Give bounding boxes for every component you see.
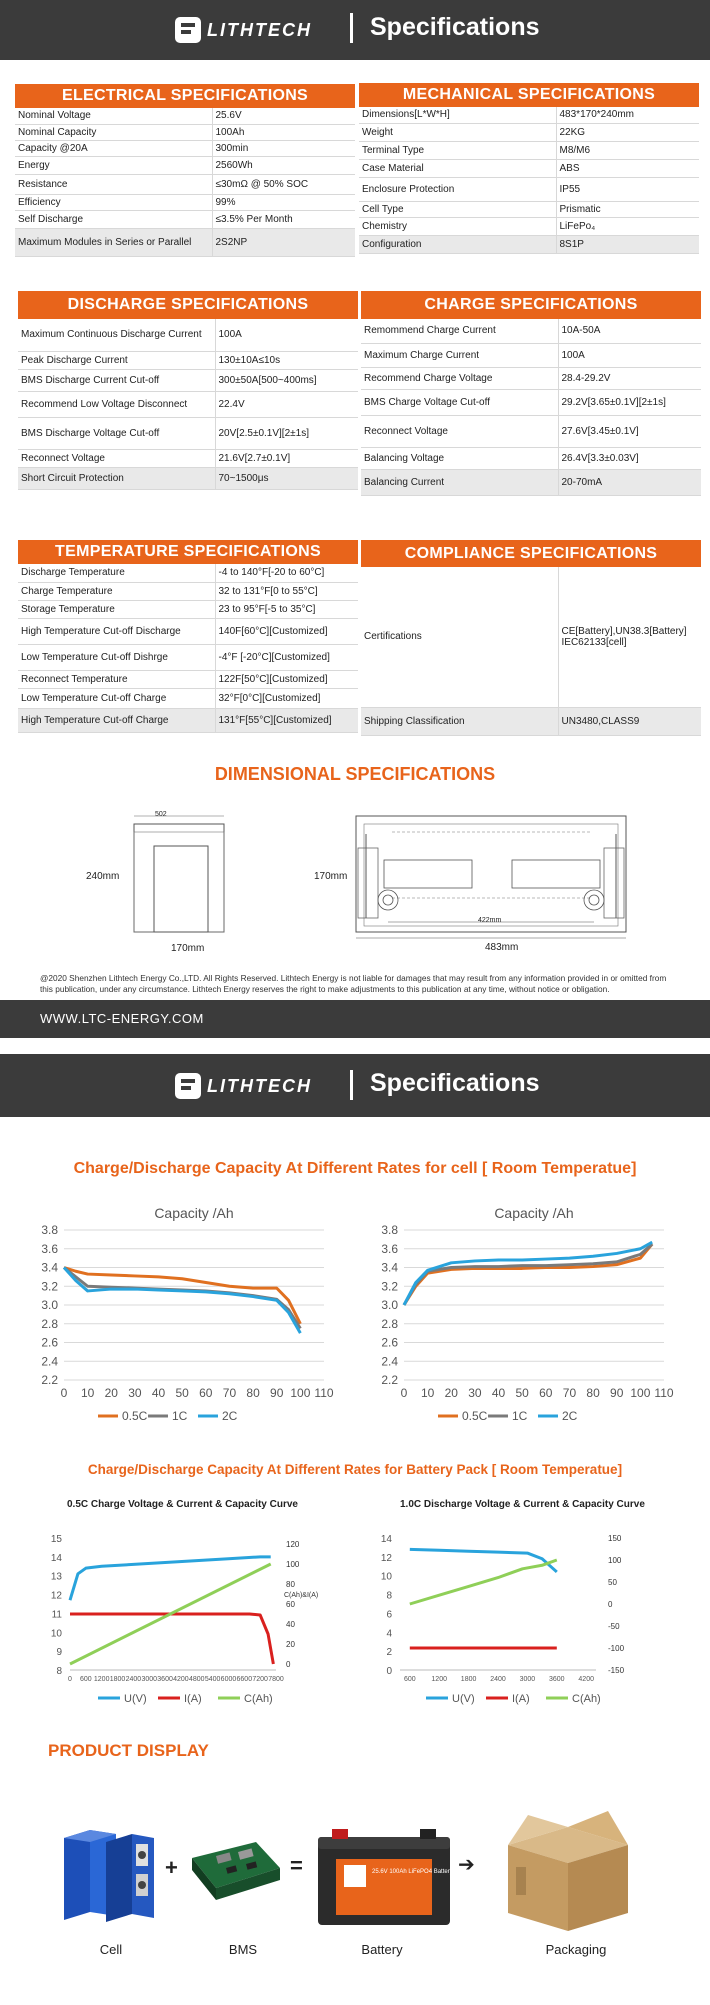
x-tick-label: 30 [128, 1386, 142, 1400]
y-right-tick-label: 120 [286, 1540, 300, 1549]
spec-value: 22KG [556, 123, 699, 141]
header-divider-2 [350, 1070, 353, 1100]
spec-value: 100A [558, 343, 701, 367]
spec-key: High Temperature Cut-off Discharge [18, 618, 215, 644]
y-tick-label: 3.0 [381, 1298, 398, 1312]
x-tick-label: 600 [80, 1676, 92, 1683]
discharge-title: DISCHARGE SPECIFICATIONS [18, 291, 358, 319]
x-tick-label: 30 [468, 1386, 482, 1400]
y-tick-label: 2.2 [381, 1373, 398, 1387]
y-right-tick-label: 20 [286, 1640, 295, 1649]
x-tick-label: 4200 [578, 1676, 594, 1683]
product-label-packaging: Packaging [545, 1942, 607, 1957]
y-tick-label: 2.6 [381, 1335, 398, 1350]
series-line-2C [404, 1242, 652, 1305]
spec-value: 2560Wh [212, 156, 355, 174]
x-tick-label: 1800 [460, 1676, 477, 1683]
spec-row [18, 369, 358, 391]
x-tick-label: 60 [199, 1386, 213, 1400]
front-height-label: 170mm [314, 871, 348, 882]
y-right-tick-label: -150 [608, 1666, 625, 1675]
website-bar [0, 1000, 710, 1038]
y-tick-label: 2.6 [41, 1335, 58, 1350]
x-tick-label: 90 [270, 1386, 284, 1400]
y-tick-label: 2.4 [41, 1354, 58, 1369]
y-tick-label: 3.8 [41, 1223, 58, 1237]
x-tick-label: 6000 [220, 1676, 237, 1683]
y-left-tick-label: 4 [386, 1628, 392, 1640]
spec-row [18, 644, 358, 670]
y-tick-label: 2.4 [381, 1354, 398, 1369]
spec-row [361, 415, 701, 447]
product-label-cell: Cell [99, 1942, 123, 1957]
spec-value: 99% [212, 194, 355, 210]
spec-key: Short Circuit Protection [18, 467, 215, 489]
header-divider [350, 13, 353, 43]
spec-row [15, 156, 355, 174]
top-dimension-label: 502 [155, 811, 167, 818]
spec-value: 29.2V[3.65±0.1V][2±1s] [558, 389, 701, 415]
charge-table [361, 319, 701, 496]
spec-value: 32°F[0°C][Customized] [215, 688, 358, 708]
y-tick-label: 2.8 [381, 1316, 398, 1331]
product-label-bms: BMS [228, 1942, 258, 1957]
compliance-specifications [361, 540, 701, 736]
spec-value: 122F[50°C][Customized] [215, 670, 358, 688]
brand-logo-2 [175, 1072, 312, 1100]
chart-title: Capacity /Ah [154, 1205, 234, 1221]
spec-key: Recommend Charge Voltage [361, 367, 558, 389]
spec-key: Shipping Classification [361, 707, 558, 735]
spec-key: Capacity @20A [15, 140, 212, 156]
spec-row [359, 123, 699, 141]
page-title: Specifications [370, 13, 540, 41]
x-tick-label: 100 [290, 1386, 311, 1400]
spec-key: Maximum Continuous Discharge Current [18, 319, 215, 351]
y-left-tick-label: 8 [386, 1590, 392, 1602]
y-right-tick-label: 100 [286, 1560, 300, 1569]
top-header-bar [0, 0, 710, 60]
x-tick-label: 110 [654, 1386, 674, 1400]
right-axis-label: C(Ah)&I(A) [284, 1592, 319, 1599]
x-tick-label: 1200 [93, 1676, 110, 1683]
discharge-curve-title: 1.0C Discharge Voltage & Current & Capacity Curve [400, 1499, 645, 1510]
logo-text: LITHTECH [207, 19, 312, 40]
spec-row [359, 201, 699, 217]
spec-key: Nominal Voltage [15, 108, 212, 124]
spec-key: Balancing Current [361, 469, 558, 495]
spec-key: Reconnect Temperature [18, 670, 215, 688]
spec-value: 300min [212, 140, 355, 156]
x-tick-label: 0 [400, 1386, 408, 1400]
x-tick-label: 40 [491, 1386, 506, 1400]
bms-image [186, 1828, 286, 1918]
cell-capacity-title: Charge/Discharge Capacity At Different Rates for cell [ Room Temperatue] [73, 1160, 637, 1177]
spec-value: 100A [215, 319, 358, 351]
spec-value: 20V[2.5±0.1V][2±1s] [215, 417, 358, 449]
dimensional-title: DIMENSIONAL SPECIFICATIONS [214, 764, 496, 784]
spec-key: Certifications [361, 567, 558, 707]
spec-row [18, 391, 358, 417]
y-tick-label: 3.6 [41, 1241, 58, 1256]
spec-row [15, 108, 355, 124]
y-right-tick-label: -50 [608, 1622, 620, 1631]
x-tick-label: 4200 [173, 1676, 189, 1683]
spec-key: Charge Temperature [18, 582, 215, 600]
series-line-I(A) [70, 1614, 273, 1664]
spec-row [361, 389, 701, 415]
spec-key: Reconnect Voltage [18, 449, 215, 467]
x-tick-label: 3000 [519, 1676, 536, 1683]
spec-value: 10A-50A [558, 319, 701, 343]
x-tick-label: 80 [586, 1386, 600, 1400]
cell-image [50, 1820, 160, 1930]
y-right-tick-label: -100 [608, 1644, 625, 1653]
legend-label: 2C [222, 1409, 238, 1423]
x-tick-label: 100 [630, 1386, 651, 1400]
brand-logo [175, 16, 312, 44]
y-left-tick-label: 9 [56, 1647, 62, 1659]
y-right-tick-label: 40 [286, 1620, 295, 1629]
legend-label: I(A) [184, 1693, 202, 1705]
spec-key: Balancing Voltage [361, 447, 558, 469]
x-tick-label: 2400 [125, 1676, 142, 1683]
spec-row [359, 177, 699, 201]
x-tick-label: 0 [60, 1386, 68, 1400]
charge-specifications [361, 291, 701, 496]
legend-label: U(V) [124, 1693, 147, 1705]
spec-value: CE[Battery],UN38.3[Battery] IEC62133[cell] [558, 567, 701, 707]
front-view-drawing [352, 812, 638, 944]
compliance-table [361, 567, 701, 736]
logo-mark-icon [175, 1073, 201, 1099]
spec-value: 100Ah [212, 124, 355, 140]
spec-row [18, 600, 358, 618]
spec-value: M8/M6 [556, 141, 699, 159]
y-left-tick-label: 12 [380, 1552, 392, 1564]
cell-charge-chart [368, 1200, 688, 1430]
legend-label: 0.5C [122, 1409, 148, 1423]
y-left-tick-label: 8 [56, 1666, 62, 1677]
spec-value: ABS [556, 159, 699, 177]
spec-row [359, 141, 699, 159]
spec-row [15, 140, 355, 156]
compliance-title: COMPLIANCE SPECIFICATIONS [361, 540, 701, 567]
x-tick-label: 7800 [268, 1676, 284, 1683]
discharge-table [18, 319, 358, 490]
legend-label: C(Ah) [572, 1693, 601, 1705]
x-tick-label: 10 [80, 1386, 95, 1400]
side-width-label: 170mm [171, 943, 205, 954]
spec-key: Remommend Charge Current [361, 319, 558, 343]
spec-value: 483*170*240mm [556, 107, 699, 123]
y-tick-label: 3.8 [381, 1223, 398, 1237]
legend-label: I(A) [512, 1693, 530, 1705]
y-right-tick-label: 50 [608, 1578, 617, 1587]
spec-row [361, 447, 701, 469]
battery-label: 25.6V 100Ah LiFePO4 Battery [372, 1869, 453, 1875]
spec-value: 23 to 95°F[-5 to 35°C] [215, 600, 358, 618]
spec-row [359, 159, 699, 177]
legend-label: C(Ah) [244, 1693, 273, 1705]
spec-value: 131°F[55°C][Customized] [215, 708, 358, 732]
cell-discharge-chart [28, 1200, 348, 1430]
spec-key: Weight [359, 123, 556, 141]
spec-row [361, 567, 701, 707]
spec-row [18, 688, 358, 708]
mechanical-title: MECHANICAL SPECIFICATIONS [359, 83, 699, 107]
spec-row [15, 124, 355, 140]
x-tick-label: 6600 [236, 1676, 253, 1683]
y-tick-label: 2.2 [41, 1373, 58, 1387]
arrow-icon: ➔ [458, 1854, 475, 1876]
temperature-specifications [18, 540, 358, 733]
legend-label: U(V) [452, 1693, 475, 1705]
y-tick-label: 3.4 [381, 1260, 398, 1275]
x-tick-label: 20 [444, 1386, 458, 1400]
spec-row [18, 708, 358, 732]
spec-key: Low Temperature Cut-off Dishrge [18, 644, 215, 670]
spec-value: 28.4-29.2V [558, 367, 701, 389]
x-tick-label: 50 [175, 1386, 189, 1400]
temperature-table [18, 564, 358, 733]
y-left-tick-label: 6 [386, 1609, 392, 1621]
discharge-specifications [18, 291, 358, 490]
x-tick-label: 60 [539, 1386, 553, 1400]
spec-row [361, 469, 701, 495]
y-left-tick-label: 13 [50, 1571, 62, 1583]
spec-key: Configuration [359, 235, 556, 253]
product-display-title: PRODUCT DISPLAY [48, 1741, 209, 1760]
front-width-label: 483mm [485, 942, 519, 953]
spec-row [359, 107, 699, 123]
y-left-tick-label: 11 [51, 1609, 62, 1621]
spec-key: Maximum Charge Current [361, 343, 558, 367]
spec-key: Dimensions[L*W*H] [359, 107, 556, 123]
spec-row [15, 228, 355, 256]
x-tick-label: 3000 [141, 1676, 158, 1683]
x-tick-label: 10 [420, 1386, 435, 1400]
spec-value: 140F[60°C][Customized] [215, 618, 358, 644]
spec-key: Discharge Temperature [18, 564, 215, 582]
y-right-tick-label: 0 [286, 1660, 291, 1669]
spec-value: 21.6V[2.7±0.1V] [215, 449, 358, 467]
charge-curve-title: 0.5C Charge Voltage & Current & Capacity Curve [67, 1499, 298, 1510]
spec-row [359, 217, 699, 235]
spec-value: 27.6V[3.45±0.1V] [558, 415, 701, 447]
y-left-tick-label: 10 [50, 1628, 62, 1640]
second-header-bar [0, 1054, 710, 1117]
legend-label: 2C [562, 1409, 578, 1423]
x-tick-label: 110 [314, 1386, 334, 1400]
side-view-drawing [120, 812, 240, 942]
spec-row [18, 449, 358, 467]
pack-discharge-chart [370, 1520, 660, 1710]
spec-value: 32 to 131°F[0 to 55°C] [215, 582, 358, 600]
spec-value: 130±10A≤10s [215, 351, 358, 369]
spec-value: IP55 [556, 177, 699, 201]
plus-sign: + [165, 1855, 178, 1880]
series-line-U(V) [410, 1549, 557, 1572]
x-tick-label: 3600 [549, 1676, 565, 1683]
spec-row [18, 564, 358, 582]
spec-key: Storage Temperature [18, 600, 215, 618]
spec-key: Resistance [15, 174, 212, 194]
spec-row [361, 367, 701, 389]
x-tick-label: 600 [403, 1676, 416, 1683]
y-left-tick-label: 12 [50, 1590, 62, 1602]
spec-row [15, 194, 355, 210]
spec-value: 8S1P [556, 235, 699, 253]
equals-sign: = [290, 1853, 303, 1878]
spec-value: 2S2NP [212, 228, 355, 256]
spec-row [18, 417, 358, 449]
spec-row [18, 467, 358, 489]
y-right-tick-label: 0 [608, 1600, 613, 1609]
x-tick-label: 5400 [204, 1676, 221, 1683]
mechanical-specifications [359, 83, 699, 254]
spec-key: Peak Discharge Current [18, 351, 215, 369]
spec-key: Maximum Modules in Series or Parallel [15, 228, 212, 256]
spec-key: BMS Discharge Voltage Cut-off [18, 417, 215, 449]
y-right-tick-label: 150 [608, 1534, 622, 1543]
spec-row [359, 235, 699, 253]
x-tick-label: 0 [68, 1676, 72, 1683]
y-tick-label: 3.2 [41, 1279, 58, 1294]
spec-value: 22.4V [215, 391, 358, 417]
spec-value: -4 to 140°F[-20 to 60°C] [215, 564, 358, 582]
spec-value: 70~1500μs [215, 467, 358, 489]
x-tick-label: 50 [515, 1386, 529, 1400]
y-tick-label: 3.6 [381, 1241, 398, 1256]
spec-row [361, 343, 701, 367]
spec-value: Prismatic [556, 201, 699, 217]
spec-row [15, 210, 355, 228]
chart-title: Capacity /Ah [494, 1205, 574, 1221]
y-right-tick-label: 60 [286, 1600, 295, 1609]
spec-row [18, 618, 358, 644]
spec-key: Energy [15, 156, 212, 174]
electrical-title: ELECTRICAL SPECIFICATIONS [15, 84, 355, 108]
spec-key: BMS Discharge Current Cut-off [18, 369, 215, 391]
spec-key: Self Discharge [15, 210, 212, 228]
temperature-title: TEMPERATURE SPECIFICATIONS [18, 540, 358, 564]
y-right-tick-label: 80 [286, 1580, 295, 1589]
spec-value: ≤3.5% Per Month [212, 210, 355, 228]
page-title-2: Specifications [370, 1069, 540, 1097]
spec-row [361, 707, 701, 735]
inner-width-label: 422mm [478, 917, 502, 924]
logo-mark-icon [175, 17, 201, 43]
x-tick-label: 80 [246, 1386, 260, 1400]
y-right-tick-label: 100 [608, 1556, 622, 1565]
logo-text-2: LITHTECH [207, 1075, 312, 1096]
y-tick-label: 3.0 [41, 1298, 58, 1312]
product-label-battery: Battery [361, 1942, 403, 1957]
copyright-notice: @2020 Shenzhen Lithtech Energy Co.,LTD. All Rights Reserved. Lithtech Energy is not liable for damages that may result from any information provided in or omitted from this publication, under any circumstance. Lithtech Energy reserves the right to make adjustments to this publication at any time, without notice or obligation. [40, 973, 667, 994]
spec-row [18, 319, 358, 351]
spec-value: ≤30mΩ @ 50% SOC [212, 174, 355, 194]
battery-image [314, 1825, 454, 1930]
spec-key: Terminal Type [359, 141, 556, 159]
spec-row [18, 351, 358, 369]
y-tick-label: 3.2 [381, 1279, 398, 1294]
electrical-table [15, 108, 355, 257]
pack-capacity-title: Charge/Discharge Capacity At Different Rates for Battery Pack [ Room Temperatue] [87, 1462, 623, 1477]
series-line-C(Ah) [410, 1560, 557, 1604]
x-tick-label: 1800 [109, 1676, 126, 1683]
series-line-0.5C [64, 1268, 300, 1324]
spec-key: Enclosure Protection [359, 177, 556, 201]
spec-key: Reconnect Voltage [361, 415, 558, 447]
y-left-tick-label: 10 [380, 1571, 392, 1583]
y-tick-label: 3.4 [41, 1260, 58, 1275]
x-tick-label: 7200 [252, 1676, 268, 1683]
electrical-specifications [15, 84, 355, 257]
y-tick-label: 2.8 [41, 1316, 58, 1331]
y-left-tick-label: 0 [386, 1666, 392, 1677]
spec-row [18, 582, 358, 600]
y-left-tick-label: 14 [50, 1552, 62, 1564]
spec-key: Recommend Low Voltage Disconnect [18, 391, 215, 417]
x-tick-label: 4800 [188, 1676, 205, 1683]
y-left-tick-label: 14 [380, 1534, 392, 1545]
x-tick-label: 40 [151, 1386, 166, 1400]
spec-value: 20-70mA [558, 469, 701, 495]
spec-key: High Temperature Cut-off Charge [18, 708, 215, 732]
packaging-image [498, 1805, 638, 1935]
spec-key: Chemistry [359, 217, 556, 235]
spec-value: UN3480,CLASS9 [558, 707, 701, 735]
spec-key: Efficiency [15, 194, 212, 210]
x-tick-label: 20 [104, 1386, 118, 1400]
spec-value: 26.4V[3.3±0.03V] [558, 447, 701, 469]
spec-row [15, 174, 355, 194]
spec-row [361, 319, 701, 343]
x-tick-label: 70 [562, 1386, 577, 1400]
spec-key: Cell Type [359, 201, 556, 217]
x-tick-label: 70 [222, 1386, 237, 1400]
spec-value: 25.6V [212, 108, 355, 124]
pack-charge-chart [40, 1520, 350, 1710]
x-tick-label: 3600 [157, 1676, 173, 1683]
legend-label: 1C [512, 1409, 528, 1423]
x-tick-label: 2400 [490, 1676, 506, 1683]
spec-value: 300±50A[500~400ms] [215, 369, 358, 391]
legend-label: 1C [172, 1409, 188, 1423]
x-tick-label: 90 [610, 1386, 624, 1400]
side-height-label: 240mm [86, 871, 120, 882]
x-tick-label: 1200 [431, 1676, 447, 1683]
mechanical-table [359, 107, 699, 254]
legend-label: 0.5C [462, 1409, 488, 1423]
spec-key: Low Temperature Cut-off Charge [18, 688, 215, 708]
spec-row [18, 670, 358, 688]
website-link[interactable]: WWW.LTC-ENERGY.COM [40, 1011, 204, 1026]
spec-key: Nominal Capacity [15, 124, 212, 140]
y-left-tick-label: 15 [50, 1534, 62, 1545]
spec-key: BMS Charge Voltage Cut-off [361, 389, 558, 415]
spec-value: -4°F [-20°C][Customized] [215, 644, 358, 670]
charge-title: CHARGE SPECIFICATIONS [361, 291, 701, 319]
spec-key: Case Material [359, 159, 556, 177]
spec-value: LiFePo₄ [556, 217, 699, 235]
y-left-tick-label: 2 [386, 1647, 392, 1659]
